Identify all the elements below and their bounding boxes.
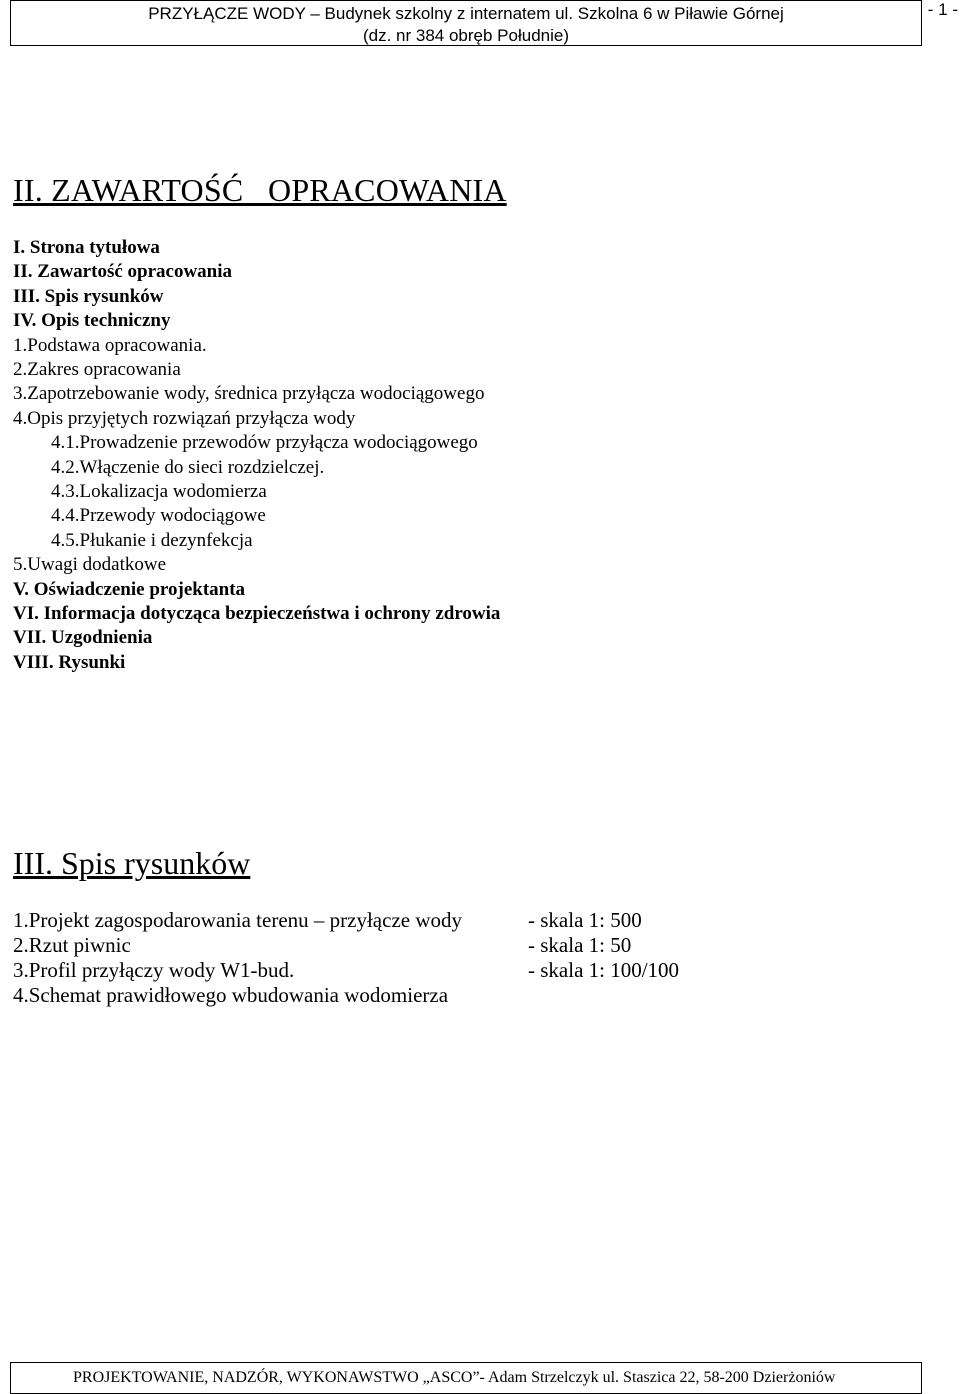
drawing-scale: - skala 1: 100/100 [528,958,680,982]
toc-item: 4.3.Lokalizacja wodomierza [51,481,267,502]
toc-item: IV. Opis techniczny [13,310,171,332]
toc-item: VI. Informacja dotycząca bezpieczeństwa i ochrony zdrowia [13,603,501,624]
drawing-name: 4.Schemat prawidłowego wbudowania wodomierza [13,983,449,1007]
toc-item: VII. Uzgodnienia [13,627,153,649]
header-title: PRZYŁĄCZE WODY – Budynek szkolny z internatem ul. Szkolna 6 w Piławie Górnej [148,4,784,23]
toc-item: 4.2.Włączenie do sieci rozdzielczej. [51,456,325,478]
footer-text: PROJEKTOWANIE, NADZÓR, WYKONAWSTWO „ASCO”- Adam Strzelczyk ul. Staszica 22, 58-200 Dzierżoniów [73,1369,836,1386]
toc-item: 1.Podstawa opracowania. [13,334,207,356]
drawing-scale: - skala 1: 500 [528,908,642,932]
toc-item: 2.Zakres opracowania [13,359,181,380]
section-title: II. ZAWARTOŚĆ OPRACOWANIA [13,172,507,208]
drawing-name: 2.Rzut piwnic [13,933,131,957]
toc-item: 4.4.Przewody wodociągowe [51,505,266,527]
header-subtitle: (dz. nr 384 obręb Południe) [362,26,570,45]
toc-item: 4.Opis przyjętych rozwiązań przyłącza wody [13,407,356,429]
toc-item: 4.1.Prowadzenie przewodów przyłącza wodociągowego [51,432,478,454]
drawing-name: 3.Profil przyłączy wody W1-bud. [13,958,295,982]
toc-item: II. Zawartość opracowania [13,261,233,283]
toc-item: 3.Zapotrzebowanie wody, średnica przyłącza wodociągowego [13,383,485,405]
toc-item: 5.Uwagi dodatkowe [13,554,167,576]
page-footer [10,1362,922,1394]
drawing-name: 1.Projekt zagospodarowania terenu – przyłącze wody [13,908,462,932]
toc-item: V. Oświadczenie projektanta [13,578,246,600]
page-header [10,0,922,46]
toc-item: I. Strona tytułowa [13,237,160,258]
toc-item: 4.5.Płukanie i dezynfekcja [51,529,253,551]
toc-item: III. Spis rysunków [13,285,164,307]
drawing-scale: - skala 1: 50 [528,933,632,957]
drawings-title: III. Spis rysunków [13,845,251,881]
page-number: - 1 - [927,0,958,19]
toc-item: VIII. Rysunki [13,651,126,673]
